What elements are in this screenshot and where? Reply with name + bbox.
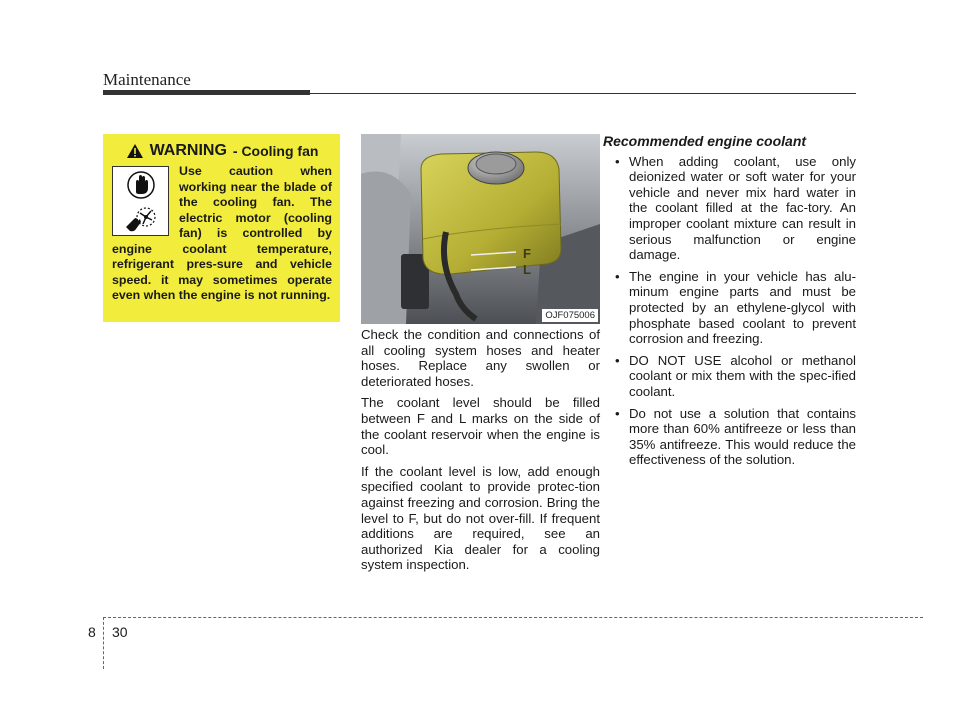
fan-blade-hand-icon: [124, 205, 158, 233]
warning-subtitle: - Cooling fan: [232, 143, 319, 159]
footer-vertical-rule: [103, 617, 104, 669]
header-rule: [103, 93, 856, 94]
paragraph: The coolant level should be filled between F and L marks on the side of the coolant reservoir when the engine is cool.: [361, 395, 600, 458]
chapter-number: 8: [88, 624, 96, 640]
bullet-icon: •: [615, 352, 620, 368]
list-item: • Do not use a solution that contains more than 60% antifreeze or less than 35% antifreeze. This would reduce the effectiveness of the solution.: [615, 405, 856, 468]
warning-triangle-icon: [126, 143, 144, 159]
coolant-reservoir-illustration: [361, 134, 600, 324]
warning-box: [103, 134, 340, 322]
warning-keyword: WARNING: [149, 142, 227, 159]
coolant-reservoir-photo: [361, 134, 600, 324]
fan-hazard-pictogram: [112, 166, 169, 236]
bullet-icon: •: [615, 405, 620, 421]
bullet-icon: •: [615, 268, 620, 284]
page-header-title: Maintenance: [103, 70, 191, 89]
photo-mark-l: L: [523, 262, 531, 277]
hand-stop-icon: [127, 170, 155, 200]
section-heading: Recommended engine coolant: [603, 133, 807, 149]
footer-rule: [103, 617, 923, 618]
bullet-list: [603, 154, 856, 468]
page-number: 30: [112, 624, 128, 640]
photo-mark-f: F: [523, 246, 531, 261]
right-column: [603, 134, 856, 474]
warning-body-text: Use caution when working near the blade of the cooling fan. The electric motor (cooling fan) is controlled by engine coolant temperature, refrigerant pres-sure and vehicle speed. it may sometimes operate even when the engine is not running.: [112, 164, 332, 302]
warning-heading: [112, 142, 332, 160]
middle-column: [361, 327, 600, 579]
paragraph: If the coolant level is low, add enough specified coolant to provide protec-tion against freezing and corrosion. Bring the level to F, but do not over-fill. If frequent additions are required, see an authorized Kia dealer for a cooling system inspection.: [361, 463, 600, 573]
bullet-icon: •: [615, 153, 620, 169]
list-item: • DO NOT USE alcohol or methanol coolant or mix them with the spec-ified coolant.: [615, 352, 856, 399]
photo-caption: OJF075006: [542, 309, 598, 322]
list-item: • The engine in your vehicle has alu-minum engine parts and must be protected by an ethylene-glycol with phosphate based coolant to prevent corrosion and freezing.: [615, 268, 856, 347]
paragraph: Check the condition and connections of all cooling system hoses and heater hoses. Replace any swollen or deteriorated hoses.: [361, 327, 600, 389]
list-item: • When adding coolant, use only deionized water or soft water for your vehicle and never mix hard water in the coolant filled at the fac-tory. An improper coolant mixture can result in serious malfunction or engine damage.: [615, 153, 856, 263]
